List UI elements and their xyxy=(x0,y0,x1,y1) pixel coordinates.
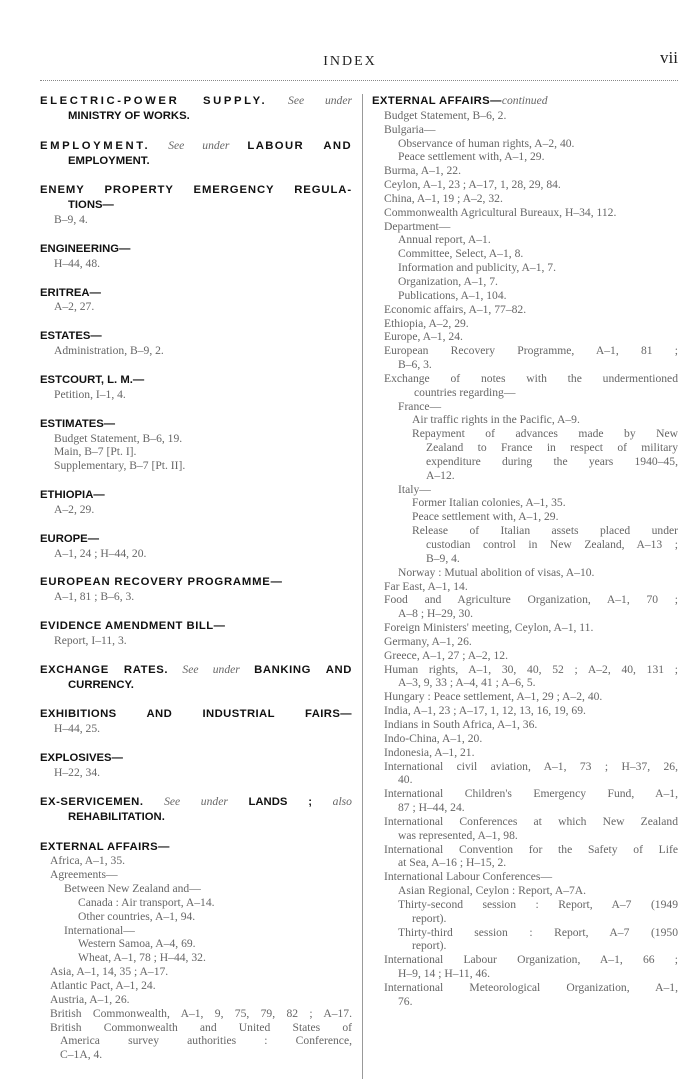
reference: Foreign Ministers' meeting, Ceylon, A–1, 11. xyxy=(384,621,594,635)
index-entry-ex-servicemen xyxy=(40,795,352,825)
reference: Report, I–11, 3. xyxy=(54,633,127,647)
reference-cont: America survey authorities : Conference, xyxy=(60,1034,352,1048)
entry-heading: ERITREA— xyxy=(40,286,101,299)
reference: Greece, A–1, 27 ; A–2, 12. xyxy=(384,648,508,662)
entry-heading: EMPLOYMENT. xyxy=(40,139,151,152)
entry-heading: ENGINEERING— xyxy=(40,242,131,255)
reference-cont: H–9, 14 ; H–11, 46. xyxy=(398,967,490,981)
reference: India, A–1, 23 ; A–17, 1, 12, 13, 16, 19, 69. xyxy=(384,704,586,718)
index-entry-employment xyxy=(40,139,352,169)
index-entry-european-recovery xyxy=(40,575,352,604)
index-entry-exhibitions xyxy=(40,707,352,736)
reference: Peace settlement with, A–1, 29. xyxy=(398,150,545,164)
reference: International civil aviation, A–1, 73 ; H–37, 26, xyxy=(384,759,678,773)
subheading: France— xyxy=(398,399,442,413)
reference: Asia, A–1, 14, 35 ; A–17. xyxy=(50,965,169,979)
reference: British Commonwealth, A–1, 9, 75, 79, 82 ; A–17. xyxy=(50,1006,352,1020)
subheading: Between New Zealand and— xyxy=(64,882,201,896)
reference: Food and Agriculture Organization, A–1, 70 ; xyxy=(384,593,678,607)
cross-reference: MINISTRY OF WORKS. xyxy=(68,109,190,122)
reference: A–2, 29. xyxy=(54,502,95,516)
reference: A–1, 81 ; B–6, 3. xyxy=(54,590,135,604)
reference: Western Samoa, A–4, 69. xyxy=(78,937,196,951)
page-number: vii xyxy=(660,48,678,67)
subheading: Bulgaria— xyxy=(384,122,436,136)
reference-cont: report). xyxy=(412,939,447,953)
reference-cont: 40. xyxy=(398,773,413,787)
entry-heading: ESTATES— xyxy=(40,330,102,343)
entry-heading-cont: TIONS— xyxy=(68,199,114,212)
entry-heading: ENEMY PROPERTY EMERGENCY REGULA- xyxy=(40,184,352,197)
reference: Burma, A–1, 22. xyxy=(384,164,461,178)
reference-cont: at Sea, A–16 ; H–15, 2. xyxy=(398,856,507,870)
reference-cont: C–1A, 4. xyxy=(60,1048,103,1062)
reference: Former Italian colonies, A–1, 35. xyxy=(412,496,566,510)
reference: Budget Statement, B–6, 2. xyxy=(384,108,507,122)
reference: Wheat, A–1, 78 ; H–44, 32. xyxy=(78,951,206,965)
reference: Far East, A–1, 14. xyxy=(384,579,468,593)
reference-cont: expenditure during the years 1940–45, xyxy=(426,454,678,468)
cross-reference: LANDS ; xyxy=(248,795,313,808)
reference: Ethiopia, A–2, 29. xyxy=(384,316,469,330)
reference: Asian Regional, Ceylon : Report, A–7A. xyxy=(398,884,587,898)
reference-cont: report). xyxy=(412,911,447,925)
reference: Repayment of advances made by New xyxy=(412,427,678,441)
index-entry-explosives xyxy=(40,751,352,780)
reference: International Meteorological Organization, A–1, xyxy=(384,981,678,994)
reference: European Recovery Programme, A–1, 81 ; xyxy=(384,344,678,358)
index-entry-estates xyxy=(40,329,352,358)
reference: Release of Italian assets placed under xyxy=(412,524,678,538)
reference: Thirty-second session : Report, A–7 (1949 xyxy=(398,897,678,911)
reference: International Convention for the Safety of Life xyxy=(384,842,678,856)
index-entry-ethiopia xyxy=(40,488,352,517)
entry-heading: EXPLOSIVES— xyxy=(40,752,123,765)
reference: Indo-China, A–1, 20. xyxy=(384,731,483,745)
reference: Other countries, A–1, 94. xyxy=(78,909,196,923)
reference: International Children's Emergency Fund, A–1, xyxy=(384,787,678,801)
index-entry-enemy-property xyxy=(40,183,352,227)
reference: Ceylon, A–1, 23 ; A–17, 1, 28, 29, 84. xyxy=(384,178,561,192)
entry-heading: EXTERNAL AFFAIRS— xyxy=(372,95,502,107)
reference: H–22, 34. xyxy=(54,766,101,779)
reference: Economic affairs, A–1, 77–82. xyxy=(384,302,527,316)
reference: Commonwealth Agricultural Bureaux, H–34, 112. xyxy=(384,205,617,219)
index-entry-europe xyxy=(40,532,352,561)
column-separator xyxy=(362,94,363,1079)
see-under-ref: See under xyxy=(182,662,240,676)
subheading: Department— xyxy=(384,219,451,233)
reference: Germany, A–1, 26. xyxy=(384,634,472,648)
cross-reference-cont: EMPLOYMENT. xyxy=(68,154,150,167)
subheading: International Labour Conferences— xyxy=(384,870,553,884)
subheading: Exchange of notes with the undermentioned xyxy=(384,371,678,385)
entry-heading: ELECTRIC-POWER SUPPLY. xyxy=(40,95,268,107)
reference-cont: Zealand to France in respect of military xyxy=(426,441,678,455)
subheading: Italy— xyxy=(398,482,431,496)
reference: H–44, 25. xyxy=(54,722,101,736)
reference: Peace settlement with, A–1, 29. xyxy=(412,510,559,524)
reference: Budget Statement, B–6, 19. xyxy=(54,431,183,445)
reference: Austria, A–1, 26. xyxy=(50,992,130,1006)
reference-cont: A–12. xyxy=(426,468,455,482)
reference-cont: A–3, 9, 33 ; A–4, 41 ; A–6, 5. xyxy=(398,676,536,690)
index-entry-eritrea xyxy=(40,286,352,315)
entry-heading: EUROPEAN RECOVERY PROGRAMME— xyxy=(40,576,283,589)
reference: Norway : Mutual abolition of visas, A–10. xyxy=(398,565,595,579)
reference: Europe, A–1, 24. xyxy=(384,330,463,344)
reference: Observance of human rights, A–2, 40. xyxy=(398,136,575,150)
entry-heading: EXHIBITIONS AND INDUSTRIAL FAIRS— xyxy=(40,708,352,721)
reference-cont: was represented, A–1, 98. xyxy=(398,828,518,842)
reference: Supplementary, B–7 [Pt. II]. xyxy=(54,459,186,473)
also-ref: also xyxy=(332,794,352,808)
see-under-ref: See under xyxy=(164,794,228,808)
entry-heading: ESTIMATES— xyxy=(40,417,116,430)
continued-tag: continued xyxy=(501,94,548,107)
entry-heading: EUROPE— xyxy=(40,532,100,545)
reference: China, A–1, 19 ; A–2, 32. xyxy=(384,191,503,205)
reference: International Conferences at which New Zealand xyxy=(384,814,678,828)
entry-heading: EVIDENCE AMENDMENT BILL— xyxy=(40,620,226,633)
reference-cont: 87 ; H–44, 24. xyxy=(398,801,465,815)
reference-cont: custodian control in New Zealand, A–13 ; xyxy=(426,538,678,551)
reference: A–2, 27. xyxy=(54,300,95,314)
index-entry-estimates xyxy=(40,417,352,473)
reference: B–9, 4. xyxy=(54,213,88,227)
reference: Human rights, A–1, 30, 40, 52 ; A–2, 40, 131 ; xyxy=(384,662,678,676)
reference: Canada : Air transport, A–14. xyxy=(78,895,215,909)
reference: Thirty-third session : Report, A–7 (1950 xyxy=(398,925,678,939)
reference: Administration, B–9, 2. xyxy=(54,344,164,358)
subheading: International— xyxy=(64,923,135,937)
reference-cont: 76. xyxy=(398,994,413,1008)
left-column xyxy=(40,94,352,1077)
entry-heading: ESTCOURT, L. M.— xyxy=(40,373,145,386)
reference: Main, B–7 [Pt. I]. xyxy=(54,445,137,459)
see-under-ref: See under xyxy=(168,138,230,152)
running-header-title: INDEX xyxy=(323,54,377,69)
cross-reference: BANKING AND xyxy=(254,663,352,676)
reference: Publications, A–1, 104. xyxy=(398,288,507,302)
entry-heading: EXCHANGE RATES. xyxy=(40,663,169,676)
right-column xyxy=(372,94,678,1009)
reference-cont: A–8 ; H–29, 30. xyxy=(398,607,474,621)
reference-cont: B–9, 4. xyxy=(426,551,460,565)
index-entry-evidence-amendment xyxy=(40,619,352,648)
reference: Africa, A–1, 35. xyxy=(50,854,126,868)
reference: Hungary : Peace settlement, A–1, 29 ; A–2, 40. xyxy=(384,690,603,704)
reference: British Commonwealth and United States of xyxy=(50,1020,352,1034)
entry-heading: EX-SERVICEMEN. xyxy=(40,795,144,808)
reference: Atlantic Pact, A–1, 24. xyxy=(50,978,156,992)
reference: Air traffic rights in the Pacific, A–9. xyxy=(412,413,580,427)
reference: Petition, I–1, 4. xyxy=(54,387,126,401)
cross-reference-cont: CURRENCY. xyxy=(68,678,134,691)
reference: A–1, 24 ; H–44, 20. xyxy=(54,546,147,560)
entry-heading: EXTERNAL AFFAIRS— xyxy=(40,840,170,853)
reference: Information and publicity, A–1, 7. xyxy=(398,261,556,275)
cross-reference: LABOUR AND xyxy=(247,139,352,152)
index-entry-estcourt xyxy=(40,373,352,402)
index-entry-engineering xyxy=(40,242,352,271)
index-entry-external-affairs-continued xyxy=(372,94,678,1009)
reference: H–44, 48. xyxy=(54,256,101,270)
reference: Annual report, A–1. xyxy=(398,233,491,247)
index-entry-external-affairs xyxy=(40,840,352,1063)
reference: Indians in South Africa, A–1, 36. xyxy=(384,717,538,731)
subheading: Agreements— xyxy=(50,868,118,882)
reference-cont: B–6, 3. xyxy=(398,358,432,372)
header-rule xyxy=(40,80,678,81)
index-entry-electric-power-supply xyxy=(40,94,352,124)
subheading-cont: countries regarding— xyxy=(414,385,516,399)
reference: Organization, A–1, 7. xyxy=(398,274,498,288)
cross-reference-cont: REHABILITATION. xyxy=(68,810,165,823)
entry-heading: ETHIOPIA— xyxy=(40,489,105,502)
reference: International Labour Organization, A–1, 66 ; xyxy=(384,953,678,967)
reference: Indonesia, A–1, 21. xyxy=(384,745,475,759)
reference: Committee, Select, A–1, 8. xyxy=(398,247,524,261)
see-under-ref: See under xyxy=(288,94,352,107)
index-entry-exchange-rates xyxy=(40,663,352,693)
